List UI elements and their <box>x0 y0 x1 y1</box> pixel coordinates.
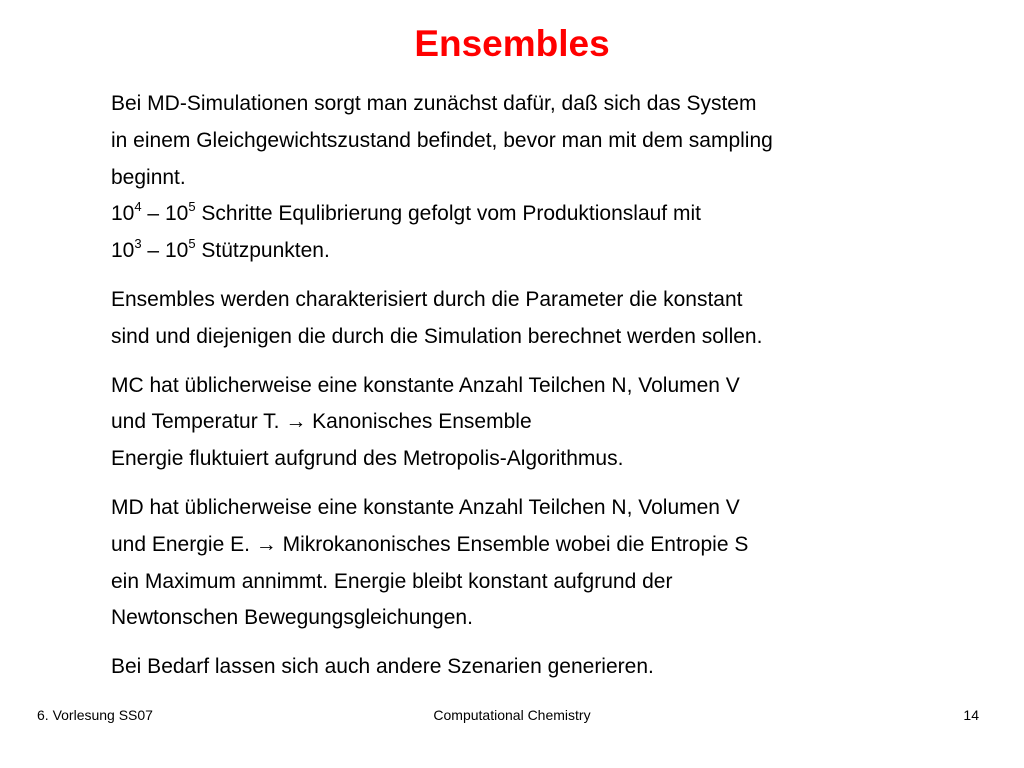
text-line: und Energie E. → Mikrokanonisches Ensemble wobei die Entropie S <box>111 532 749 556</box>
text-line: beginnt. <box>111 165 186 189</box>
text-line: ein Maximum annimmt. Energie bleibt konstant aufgrund der <box>111 569 673 593</box>
power-exponent: 3 <box>134 236 142 252</box>
paragraph-md-equilibration <box>111 86 941 270</box>
footer-lecture: 6. Vorlesung SS07 <box>37 707 153 723</box>
sampling-points-line <box>111 233 941 270</box>
text-line: MC hat üblicherweise eine konstante Anzahl Teilchen N, Volumen V <box>111 373 740 397</box>
power-exponent: 5 <box>188 236 196 252</box>
paragraph-other-scenarios <box>111 649 941 686</box>
power-base: 10 <box>164 239 189 263</box>
slide-title: Ensembles <box>414 23 610 64</box>
text-line: in einem Gleichgewichtszustand befindet, bevor man mit dem sampling <box>111 128 773 152</box>
footer-page-number: 14 <box>963 707 979 723</box>
slide-content <box>111 86 941 698</box>
power-exponent: 4 <box>134 199 142 215</box>
paragraph-md-ensemble <box>111 490 941 637</box>
power-base: 10 <box>111 202 135 226</box>
text-line: und Temperatur T. → Kanonisches Ensemble <box>111 410 532 434</box>
text-line: Bei MD-Simulationen sorgt man zunächst dafür, daß sich das System <box>111 92 757 115</box>
power-base: 10 <box>164 202 189 226</box>
text-line: Bei Bedarf lassen sich auch andere Szenarien generieren. <box>111 655 654 679</box>
text-line: Newtonschen Bewegungsgleichungen. <box>111 606 473 630</box>
text-line: sind und diejenigen die durch die Simulation berechnet werden sollen. <box>111 324 763 348</box>
text-line: Energie fluktuiert aufgrund des Metropolis-Algorithmus. <box>111 447 624 471</box>
range-dash: – <box>141 202 165 226</box>
range-dash: – <box>141 239 165 263</box>
power-exponent: 5 <box>188 199 196 215</box>
paragraph-ensemble-definition <box>111 282 941 356</box>
sampling-text: Stützpunkten. <box>195 239 330 263</box>
power-base: 10 <box>111 239 135 263</box>
footer-course: Computational Chemistry <box>433 707 591 723</box>
equilibration-steps-line <box>111 196 941 233</box>
equilibration-text: Schritte Equlibrierung gefolgt vom Produktionslauf mit <box>195 202 701 226</box>
text-line: Ensembles werden charakterisiert durch die Parameter die konstant <box>111 287 743 311</box>
paragraph-mc-ensemble <box>111 368 941 478</box>
text-line: MD hat üblicherweise eine konstante Anzahl Teilchen N, Volumen V <box>111 495 740 519</box>
